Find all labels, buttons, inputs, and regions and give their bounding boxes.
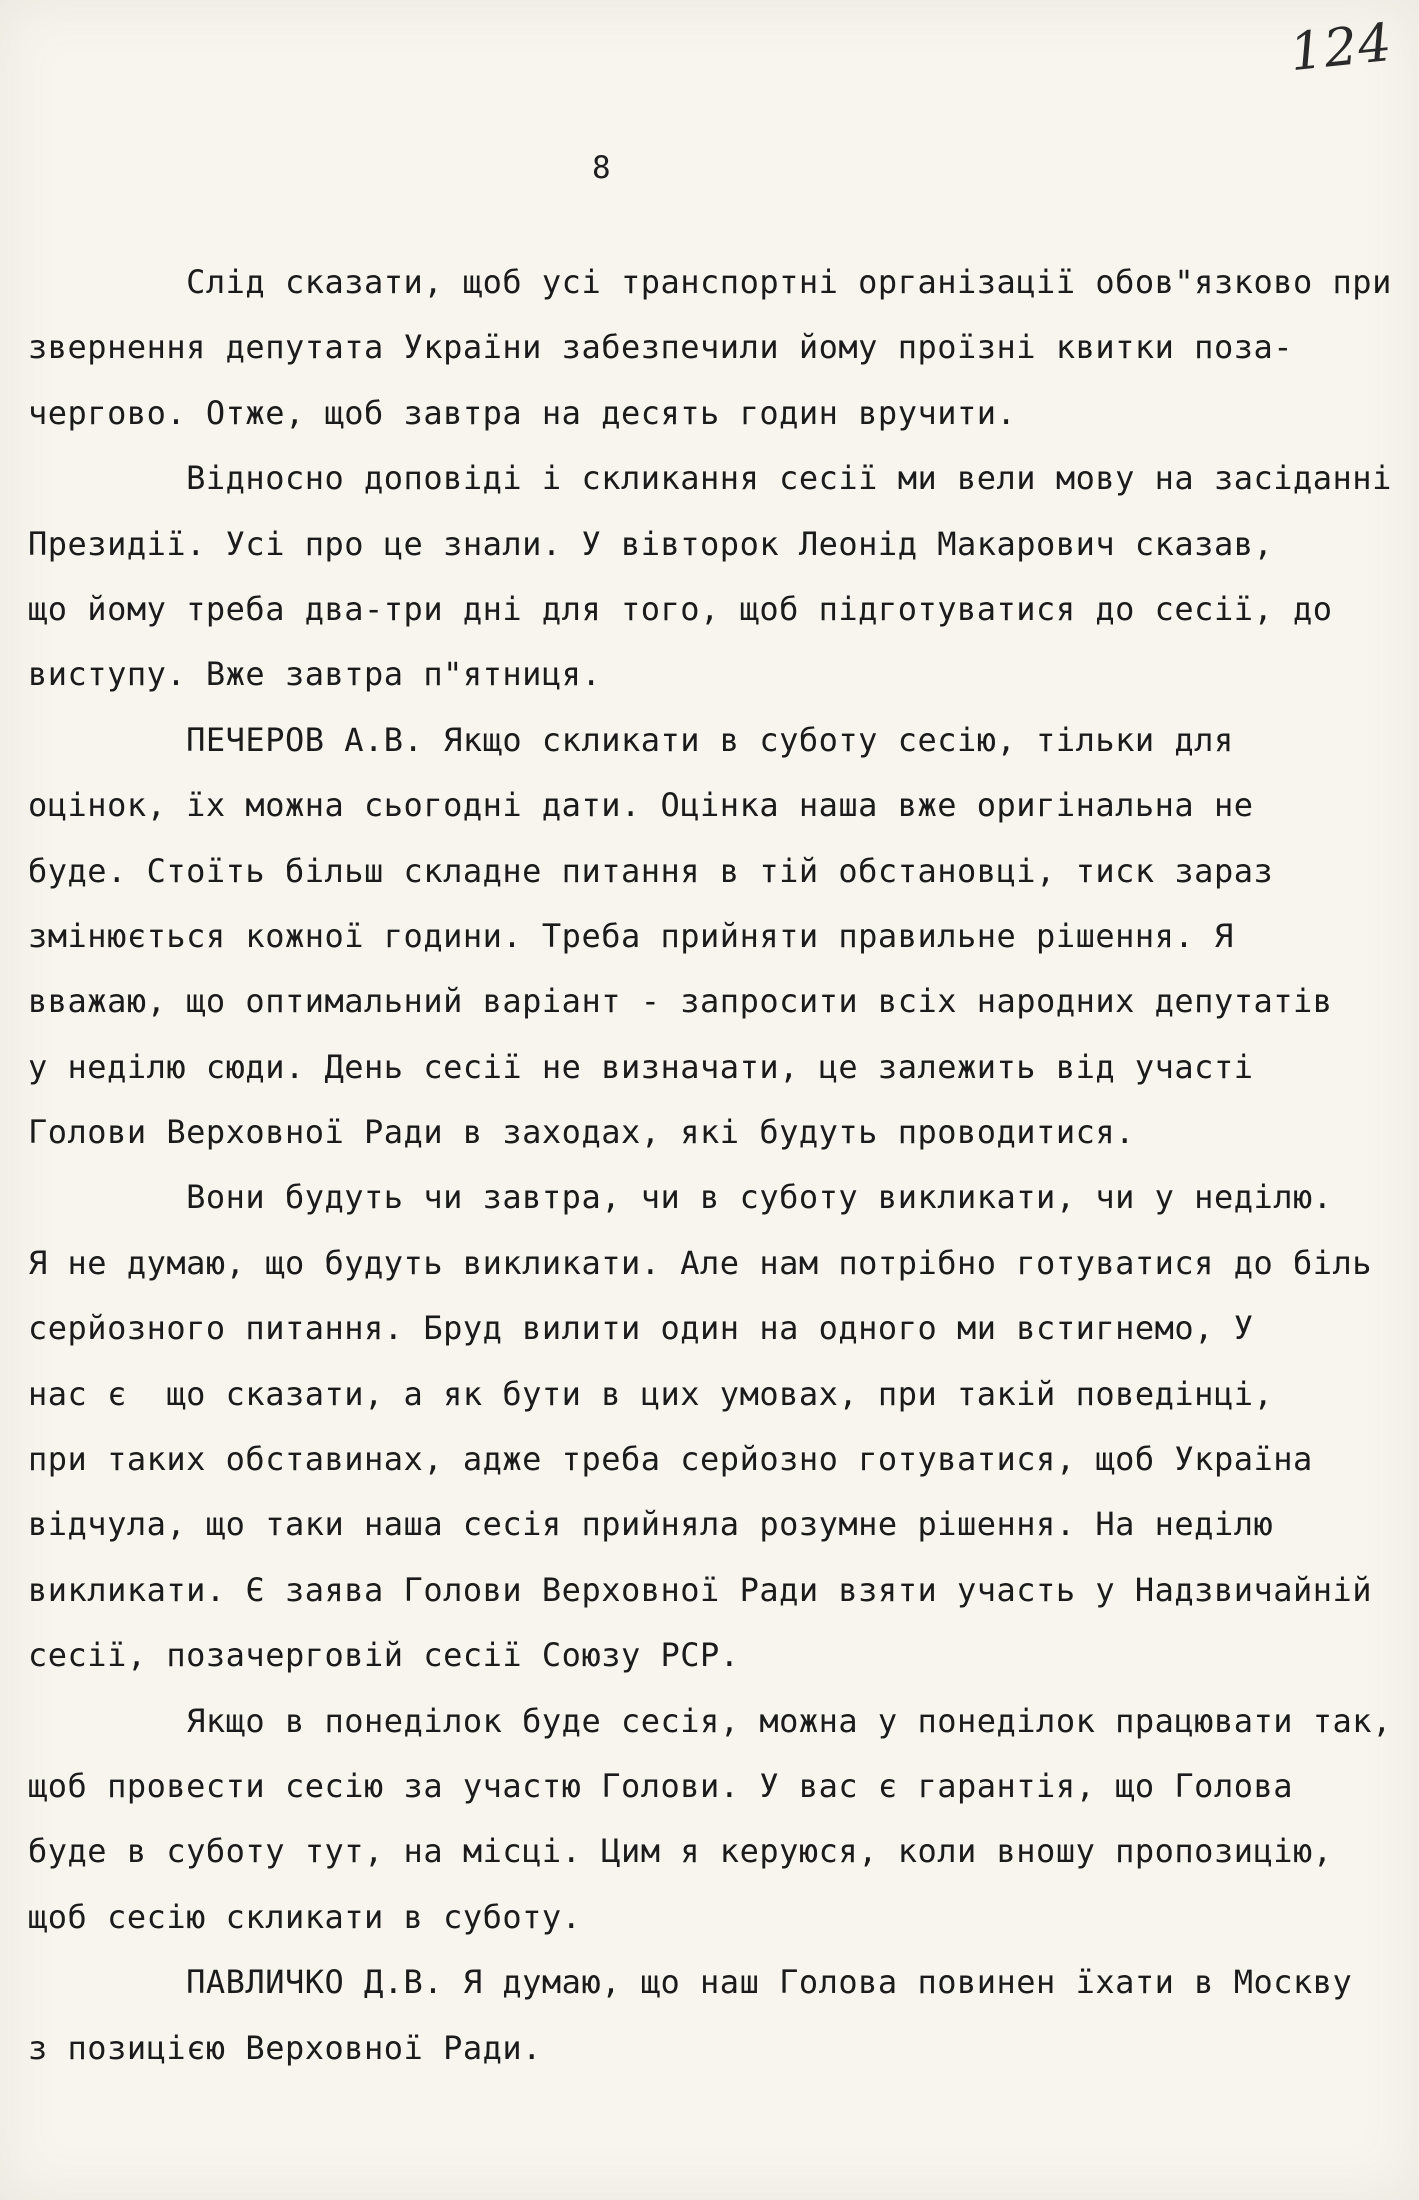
text-line: Відносно доповіді і скликання сесії ми вели мову на засіданні [28, 459, 1392, 498]
text-line: оцінок, їх можна сьогодні дати. Оцінка наша вже оригінальна не [28, 786, 1254, 825]
text-line: щоб провести сесію за участю Голови. У вас є гарантія, що Голова [28, 1766, 1293, 1805]
text-line: при таких обставинах, адже треба серйозно готуватися, щоб Україна [28, 1440, 1313, 1479]
text-line: з позицією Верховної Ради. [28, 2028, 542, 2067]
text-line: щоб сесію скликати в суботу. [28, 1897, 582, 1936]
text-line: що йому треба два-три дні для того, щоб підготуватися до сесії, до [28, 589, 1333, 628]
archive-page-number: 124 [1287, 12, 1396, 84]
page-number: 8 [592, 150, 611, 186]
text-line: у неділю сюди. День сесії не визначати, це залежить від участі [28, 1047, 1254, 1086]
text-line: серйозного питання. Бруд вилити один на одного ми встигнемо, У [28, 1309, 1254, 1348]
text-line: Голови Верховної Ради в заходах, які будуть проводитися. [28, 1113, 1135, 1152]
text-line: буде в суботу тут, на місці. Цим я керуюся, коли вношу пропозицію, [28, 1832, 1333, 1871]
text-line: нас є що сказати, а як бути в цих умовах, при такій поведінці, [28, 1374, 1274, 1413]
text-line: Президії. Усі про це знали. У вівторок Леонід Макарович сказав, [28, 524, 1274, 563]
document-body [28, 250, 1398, 2081]
text-line: ПЕЧЕРОВ А.В. Якщо скликати в суботу сесію, тільки для [28, 720, 1234, 759]
text-line: Вони будуть чи завтра, чи в суботу викликати, чи у неділю. [28, 1178, 1333, 1217]
text-line: змінюється кожної години. Треба прийняти правильне рішення. Я [28, 916, 1234, 955]
text-line: викликати. Є заява Голови Верховної Ради взяти участь у Надзвичайній [28, 1570, 1373, 1609]
text-line: звернення депутата України забезпечили йому проїзні квитки поза- [28, 328, 1293, 367]
text-line: Якщо в понеділок буде сесія, можна у понеділок працювати так, [28, 1701, 1392, 1740]
text-line: сесії, позачерговій сесії Союзу РСР. [28, 1636, 740, 1675]
text-line: Слід сказати, щоб усі транспортні організації обов"язково при [28, 263, 1392, 301]
text-line: буде. Стоїть більш складне питання в тій обстановці, тиск зараз [28, 851, 1274, 890]
text-line: вважаю, що оптимальний варіант - запросити всіх народних депутатів [28, 982, 1333, 1021]
text-line: чергово. Отже, щоб завтра на десять годин вручити. [28, 393, 1017, 432]
text-line: Я не думаю, що будуть викликати. Але нам потрібно готуватися до біль [28, 1243, 1373, 1282]
text-line: ПАВЛИЧКО Д.В. Я думаю, що наш Голова повинен їхати в Москву [28, 1963, 1353, 2002]
text-line: відчула, що таки наша сесія прийняла розумне рішення. На неділю [28, 1505, 1274, 1544]
text-line: виступу. Вже завтра п"ятниця. [28, 655, 602, 694]
